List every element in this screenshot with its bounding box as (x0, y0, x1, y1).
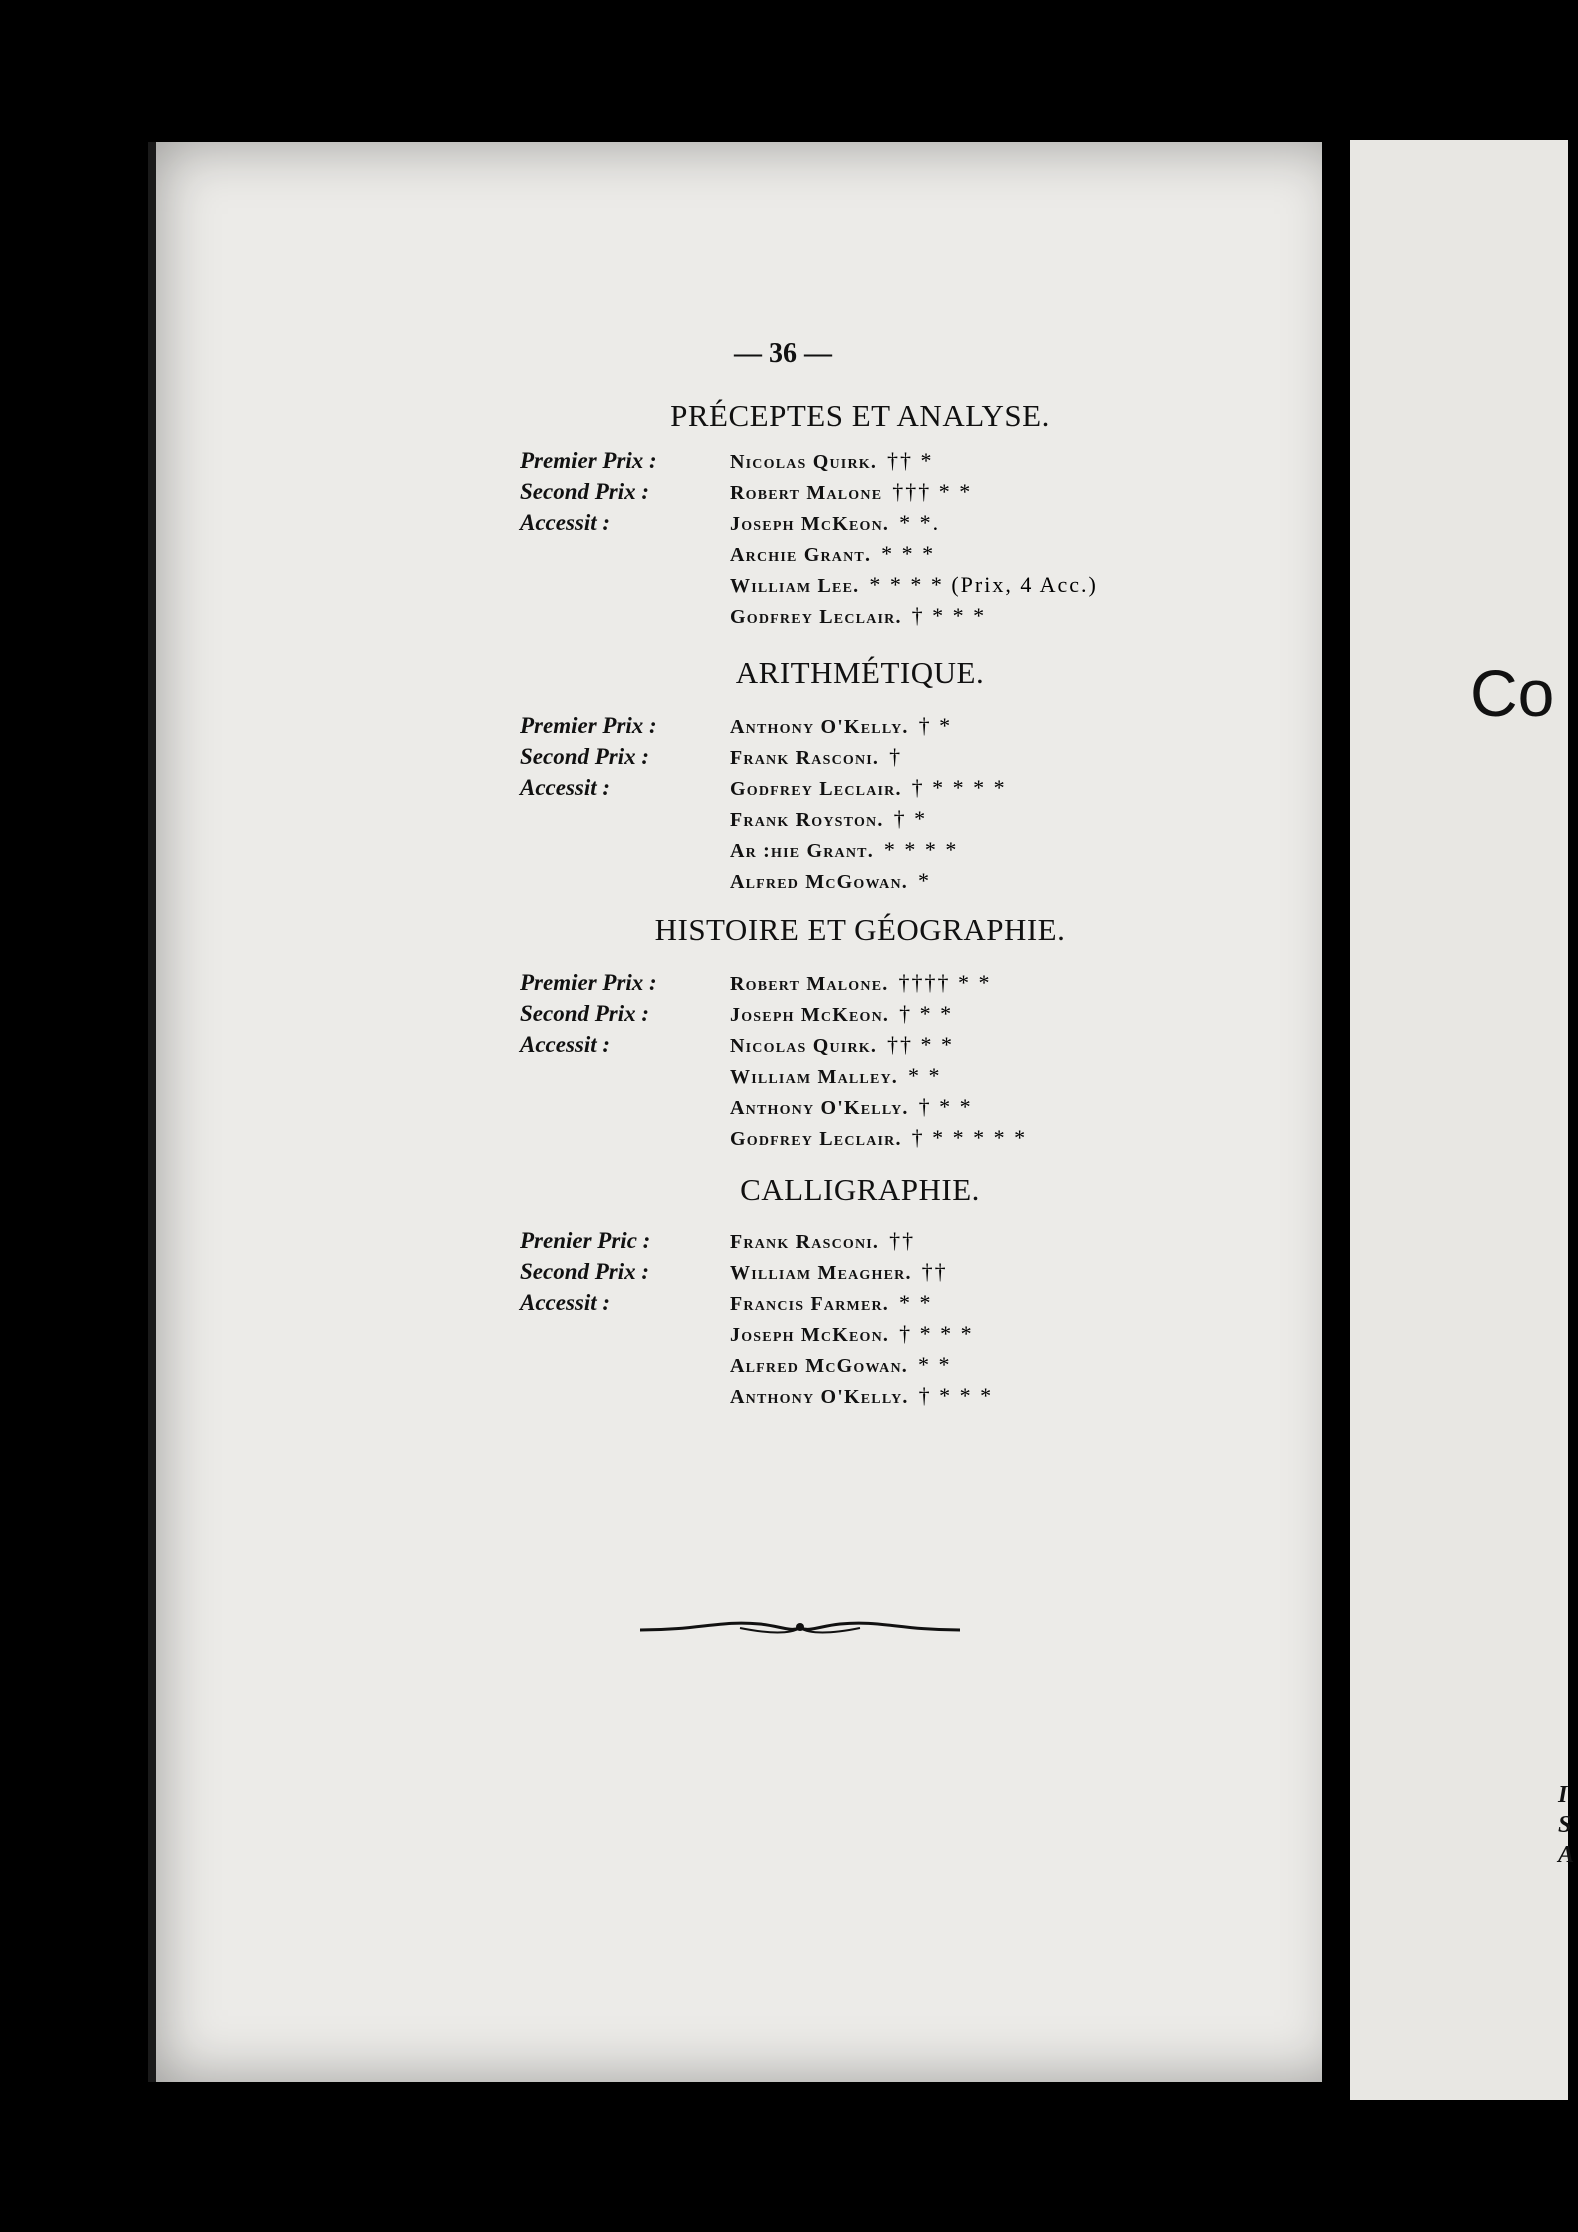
award-row (520, 713, 1220, 744)
award-marks: † * * * (899, 1321, 974, 1346)
award-marks: * * * * (883, 837, 959, 862)
award-row (520, 970, 1220, 1001)
section-title: PRÉCEPTES ET ANALYSE. (670, 398, 1050, 433)
student-name: Archie Grant. (730, 544, 872, 566)
student-name: Robert Malone. (730, 973, 889, 995)
student-name: Godfrey Leclair. (730, 606, 902, 628)
award-marks: ††† * * (892, 479, 973, 504)
student-name: Joseph McKeon. (730, 1324, 890, 1346)
student-name: William Meagher. (730, 1262, 912, 1284)
award-label: Second Prix : (520, 479, 650, 504)
award-label: Accessit : (520, 510, 611, 535)
award-marks: † * * * * (911, 775, 1007, 800)
award-marks: †† (921, 1259, 948, 1284)
award-row (520, 479, 1220, 510)
section-arithmetique (520, 655, 1220, 899)
student-name: Anthony O'Kelly. (730, 1097, 909, 1119)
student-name: Francis Farmer. (730, 1293, 889, 1315)
student-name: Nicolas Quirk. (730, 1035, 878, 1057)
award-label: Second Prix : (520, 744, 650, 769)
ornamental-divider (640, 1612, 960, 1642)
student-name: Robert Malone (730, 482, 883, 504)
award-label: Accessit : (520, 775, 611, 800)
award-row (520, 1352, 1220, 1383)
award-marks: †† * (887, 448, 934, 473)
section-title: CALLIGRAPHIE. (740, 1172, 980, 1207)
award-row (520, 1032, 1220, 1063)
award-label: Premier Prix : (520, 970, 657, 995)
right-page-initial: S (1558, 1812, 1572, 1838)
award-row (520, 1383, 1220, 1414)
award-marks: † * * (899, 1001, 954, 1026)
award-marks: † * * * (918, 1383, 994, 1408)
award-marks: † * * * (911, 603, 987, 628)
award-row (520, 1125, 1220, 1156)
student-name: Ar :hie Grant. (730, 840, 874, 862)
award-label: Second Prix : (520, 1001, 650, 1026)
student-name: Alfred McGowan. (730, 1355, 908, 1377)
award-marks: * * (908, 1063, 942, 1088)
student-name: Joseph McKeon. (730, 513, 890, 535)
award-marks: † * * * * * (911, 1125, 1028, 1150)
award-row (520, 1321, 1220, 1352)
award-marks: * * * (881, 541, 936, 566)
page-number: — 36 — (734, 338, 832, 369)
award-row (520, 775, 1220, 806)
award-marks: * *. (899, 510, 941, 535)
award-row (520, 572, 1220, 603)
award-row (520, 510, 1220, 541)
award-row (520, 1001, 1220, 1032)
student-name: Nicolas Quirk. (730, 451, 878, 473)
award-marks: † * (918, 713, 953, 738)
student-name: Frank Royston. (730, 809, 884, 831)
student-name: Joseph McKeon. (730, 1004, 890, 1026)
award-row (520, 837, 1220, 868)
student-name: Alfred McGowan. (730, 871, 908, 893)
award-label: Premier Prix : (520, 713, 657, 738)
award-row (520, 1094, 1220, 1125)
student-name: Godfrey Leclair. (730, 1128, 902, 1150)
student-name: Godfrey Leclair. (730, 778, 902, 800)
right-page (1350, 140, 1575, 2100)
section-preceptes-analyse (520, 398, 1220, 634)
section-title: HISTOIRE ET GÉOGRAPHIE. (654, 912, 1066, 947)
student-name: Anthony O'Kelly. (730, 1386, 909, 1408)
award-marks: * * * * (Prix, 4 Acc.) (869, 572, 1098, 597)
award-row (520, 806, 1220, 837)
award-row (520, 1063, 1220, 1094)
award-row (520, 603, 1220, 634)
section-histoire-geographie (520, 912, 1220, 1156)
award-label: Premier Prix : (520, 448, 657, 473)
award-label: Accessit : (520, 1290, 611, 1315)
student-name: Frank Rasconi. (730, 747, 880, 769)
award-marks: † * * (918, 1094, 973, 1119)
award-row (520, 541, 1220, 572)
section-title: ARITHMÉTIQUE. (735, 655, 985, 690)
student-name: Frank Rasconi. (730, 1231, 880, 1253)
student-name: Anthony O'Kelly. (730, 716, 909, 738)
right-page-initials (1558, 1780, 1578, 1870)
award-row (520, 1228, 1220, 1259)
award-marks: * * (899, 1290, 933, 1315)
award-marks: †† * * (887, 1032, 955, 1057)
award-label: Second Prix : (520, 1259, 650, 1284)
award-row (520, 1259, 1220, 1290)
book-spine (1322, 135, 1352, 2115)
award-row (520, 1290, 1220, 1321)
right-page-initial: I (1558, 1782, 1568, 1808)
award-marks: † * (893, 806, 928, 831)
student-name: William Lee. (730, 575, 860, 597)
right-page-title-fragment: Co (1470, 656, 1555, 730)
award-marks: † (889, 744, 903, 769)
right-page-initial: A (1558, 1842, 1575, 1868)
award-label: Accessit : (520, 1032, 611, 1057)
award-marks: †† (889, 1228, 916, 1253)
award-row (520, 744, 1220, 775)
section-calligraphie (520, 1172, 1220, 1414)
award-marks: * * (918, 1352, 952, 1377)
award-marks: †††† * * (898, 970, 992, 995)
award-row (520, 868, 1220, 899)
student-name: William Malley. (730, 1066, 899, 1088)
award-marks: * (918, 868, 931, 893)
award-row (520, 448, 1220, 479)
award-label: Prenier Pric : (520, 1228, 651, 1253)
